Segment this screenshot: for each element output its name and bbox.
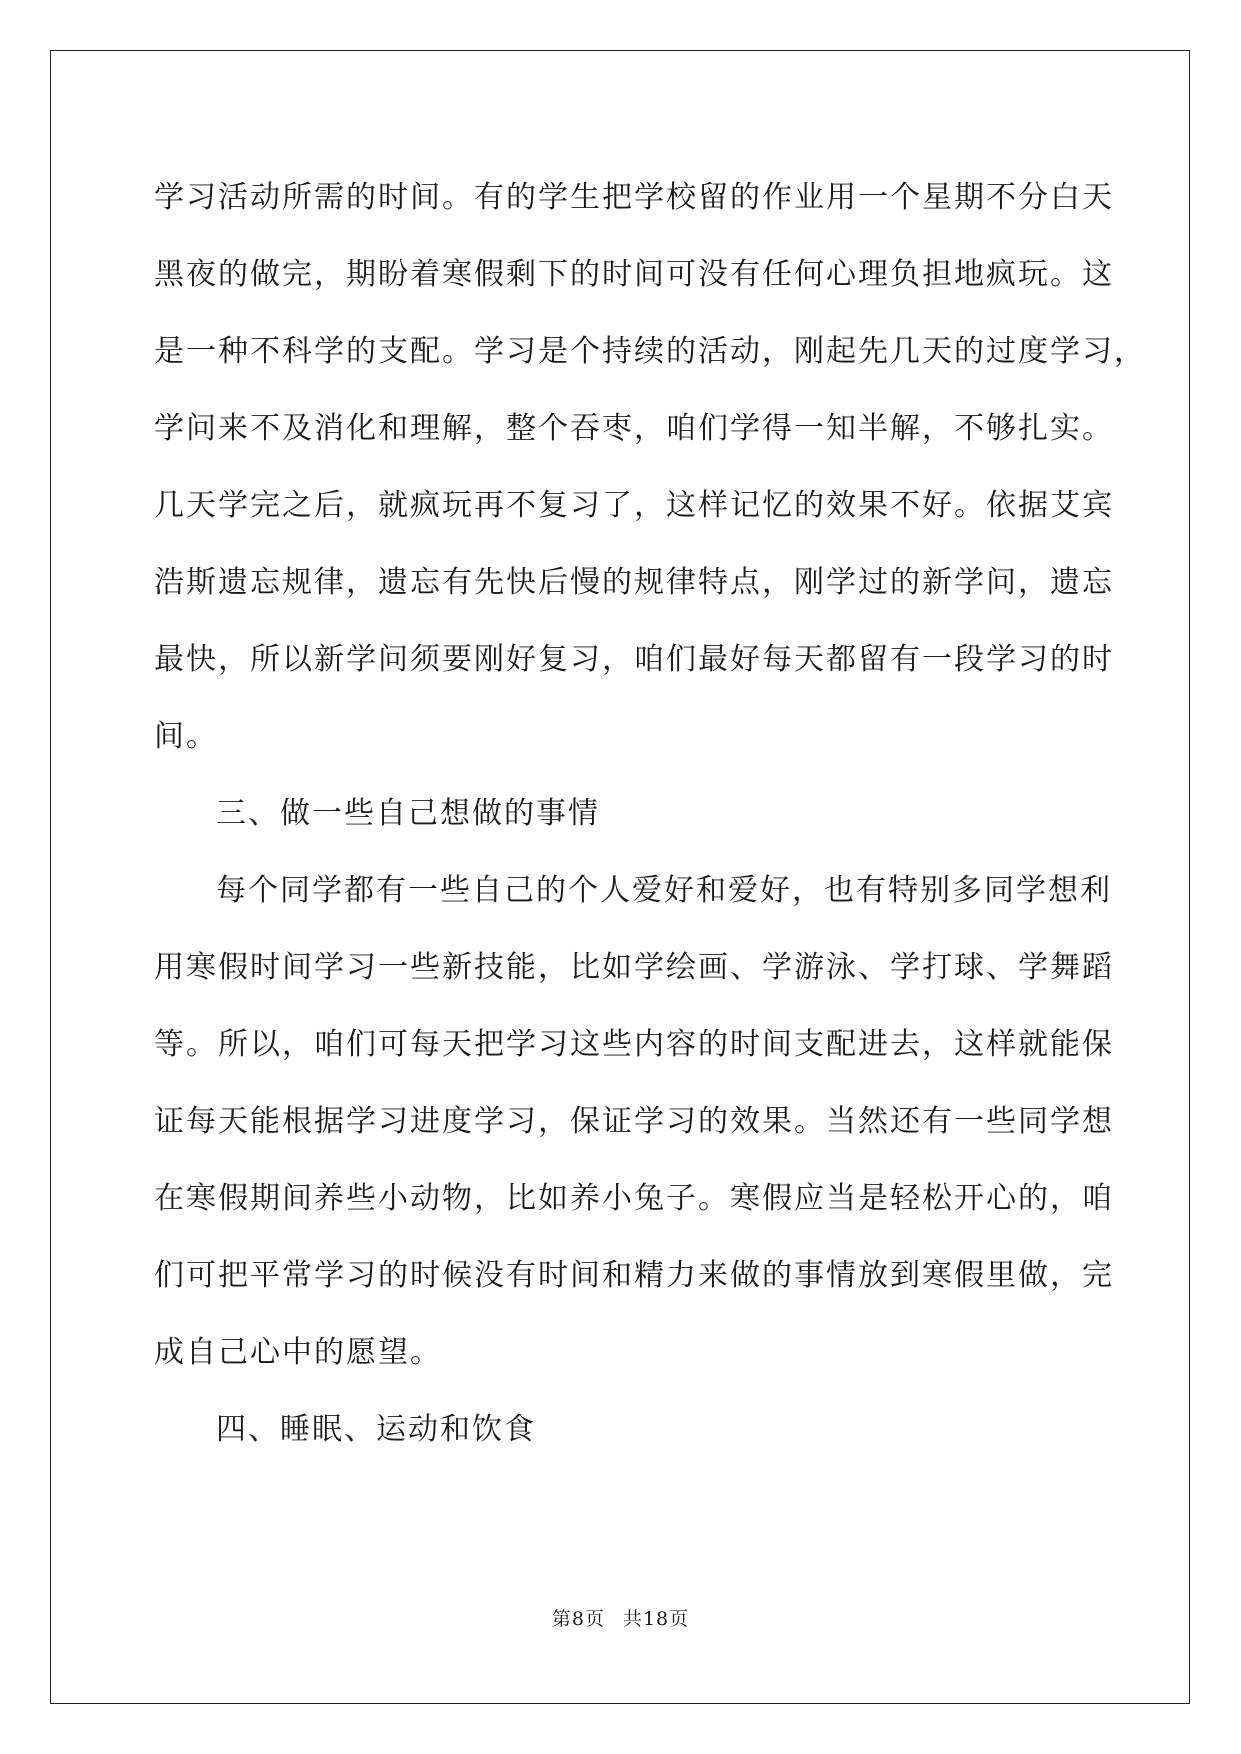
text-line: 浩斯遗忘规律，遗忘有先快后慢的规律特点，刚学过的新学问，遗忘	[154, 565, 1114, 600]
text-line: 黑夜的做完，期盼着寒假剩下的时间可没有任何心理负担地疯玩。这	[154, 257, 1114, 292]
text-line: 学问来不及消化和理解，整个吞枣，咱们学得一知半解，不够扎实。	[154, 411, 1114, 446]
page-total: 共18页	[622, 1608, 690, 1630]
paragraph-hobbies	[154, 852, 1114, 1391]
text-line: 们可把平常学习的时候没有时间和精力来做的事情放到寒假里做，完	[154, 1258, 1114, 1293]
text-line: 成自己心中的愿望。	[154, 1335, 442, 1370]
heading-line: 三、做一些自己想做的事情	[216, 796, 600, 831]
text-line: 等。所以，咱们可每天把学习这些内容的时间支配进去，这样就能保	[154, 1027, 1114, 1062]
text-line: 每个同学都有一些自己的个人爱好和爱好，也有特别多同学想利	[216, 873, 1112, 908]
page-footer	[0, 1604, 1241, 1631]
text-line: 学习活动所需的时间。有的学生把学校留的作业用一个星期不分白天	[154, 180, 1114, 215]
heading-line: 四、睡眠、运动和饮食	[216, 1412, 536, 1447]
text-line: 最快，所以新学问须要刚好复习，咱们最好每天都留有一段学习的时	[154, 642, 1114, 677]
text-line: 用寒假时间学习一些新技能，比如学绘画、学游泳、学打球、学舞蹈	[154, 950, 1114, 985]
document-body	[154, 159, 1146, 1468]
text-line: 在寒假期间养些小动物，比如养小兔子。寒假应当是轻松开心的，咱	[154, 1181, 1114, 1216]
section-heading-three	[154, 775, 1104, 852]
text-line: 间。	[154, 719, 218, 754]
paragraph-study-time	[154, 159, 1146, 775]
text-line: 几天学完之后，就疯玩再不复习了，这样记忆的效果不好。依据艾宾	[154, 488, 1114, 523]
text-line: 是一种不科学的支配。学习是个持续的活动，刚起先几天的过度学习，	[154, 334, 1146, 369]
text-line: 证每天能根据学习进度学习，保证学习的效果。当然还有一些同学想	[154, 1104, 1114, 1139]
page-number: 第8页	[551, 1608, 605, 1630]
section-heading-four	[154, 1391, 1104, 1468]
